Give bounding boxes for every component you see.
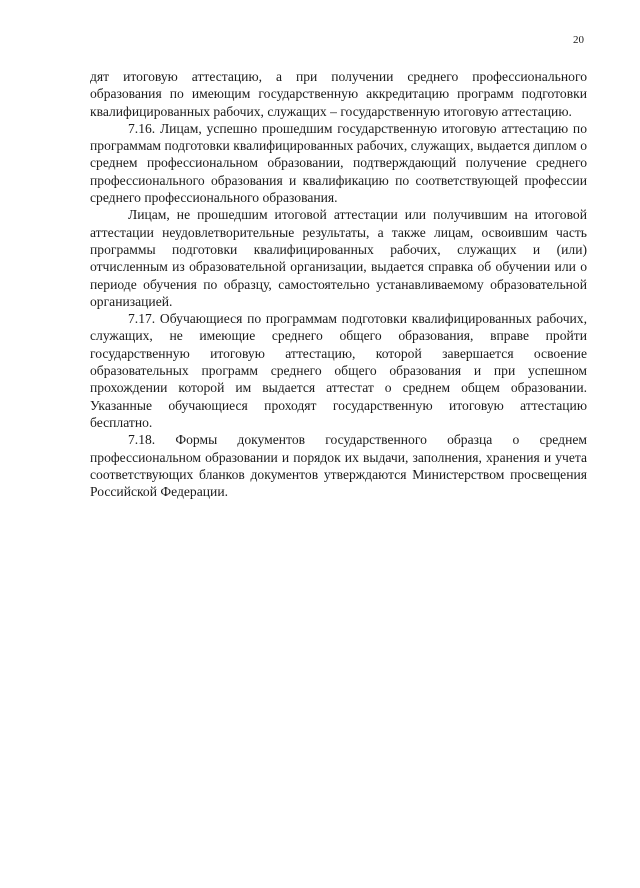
page-number: 20 bbox=[573, 34, 584, 46]
paragraph-7-18: 7.18. Формы документов государственного образца о среднем профессиональном образовании и порядок их выдачи, заполнения, хранения и учета соответствующих бланков документов утверждаются Министерством просвещения Российской Федерации. bbox=[90, 432, 587, 500]
document-body bbox=[90, 68, 587, 500]
paragraph-7-17: 7.17. Обучающиеся по программам подготовки квалифицированных рабочих, служащих, не имеющие среднего общего образования, вправе пройти государственную итоговую аттестацию, которой завершается освоение образовательных программ среднего общего образования и при успешном прохождении которой им выдается аттестат о среднем общем образовании. Указанные обучающиеся проходят государственную итоговую аттестацию бесплатно. bbox=[90, 311, 587, 430]
paragraph-7-16: 7.16. Лицам, успешно прошедшим государственную итоговую аттестацию по программам подготовки квалифицированных рабочих, служащих, выдается диплом о среднем профессиональном образовании, подтверждающий получение среднего профессионального образования и квалификацию по соответствующей профессии среднего профессионального образования. bbox=[90, 120, 587, 206]
paragraph-7-16-continued: Лицам, не прошедшим итоговой аттестации или получившим на итоговой аттестации неудовлетворительные результаты, а также лицам, освоившим часть программы подготовки квалифицированных рабочих, служащих и (или) отчисленным из образовательной организации, выдается справка об обучении или о периоде обучения по образцу, самостоятельно устанавливаемому образовательной организацией. bbox=[90, 207, 587, 309]
paragraph-continuation: дят итоговую аттестацию, а при получении среднего профессионального образования по имеющим государственную аккредитацию программ подготовки квалифицированных рабочих, служащих – государственную итоговую аттестацию. bbox=[90, 69, 587, 119]
